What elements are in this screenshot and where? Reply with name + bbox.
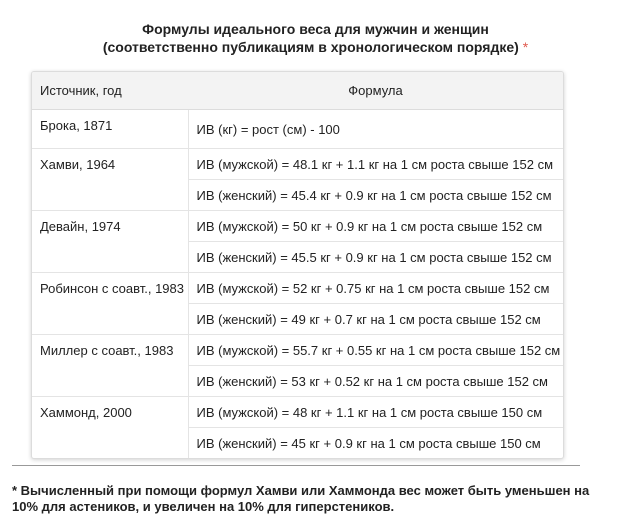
formula-cell: ИВ (мужской) = 50 кг + 0.9 кг на 1 см роста свыше 152 см — [188, 211, 563, 242]
source-cell: Хаммонд, 2000 — [32, 397, 188, 459]
source-cell: Хамви, 1964 — [32, 149, 188, 211]
formula-cell: ИВ (мужской) = 52 кг + 0.75 кг на 1 см роста свыше 152 см — [188, 273, 563, 304]
table-row — [32, 211, 563, 242]
footnote-divider — [12, 465, 580, 466]
formula-cell: ИВ (женский) = 49 кг + 0.7 кг на 1 см роста свыше 152 см — [188, 304, 563, 335]
table-row — [32, 397, 563, 428]
header-formula: Формула — [188, 72, 563, 110]
formula-table-container — [31, 71, 564, 459]
footnote-asterisk-link[interactable]: * — [522, 39, 529, 55]
source-cell: Девайн, 1974 — [32, 211, 188, 273]
footnote-line-1: * Вычисленный при помощи формул Хамви или Хаммонда вес может быть уменьшен на — [12, 483, 590, 498]
formula-cell: ИВ (мужской) = 55.7 кг + 0.55 кг на 1 см роста свыше 152 см — [188, 335, 563, 366]
page-title — [0, 20, 631, 56]
table-row — [32, 110, 563, 149]
table-row — [32, 149, 563, 180]
table-row — [32, 335, 563, 366]
formula-cell: ИВ (мужской) = 48 кг + 1.1 кг на 1 см роста свыше 150 см — [188, 397, 563, 428]
formula-cell: ИВ (женский) = 45 кг + 0.9 кг на 1 см роста свыше 150 см — [188, 428, 563, 459]
formula-cell: ИВ (кг) = рост (см) - 100 — [196, 121, 340, 137]
table-row — [32, 273, 563, 304]
footnote — [12, 483, 592, 515]
source-cell: Робинсон с соавт., 1983 — [32, 273, 188, 335]
formula-cell: ИВ (женский) = 45.5 кг + 0.9 кг на 1 см роста свыше 152 см — [188, 242, 563, 273]
table-header-row — [32, 72, 563, 110]
title-line-2 — [0, 38, 631, 56]
header-source: Источник, год — [32, 72, 188, 110]
source-cell: Брока, 1871 — [32, 110, 188, 149]
formula-table — [32, 72, 563, 458]
source-cell: Миллер с соавт., 1983 — [32, 335, 188, 397]
formula-cell: ИВ (мужской) = 48.1 кг + 1.1 кг на 1 см роста свыше 152 см — [188, 149, 563, 180]
title-line-2-text: (соответственно публикациям в хронологическом порядке) — [102, 39, 519, 55]
formula-cell: ИВ (женский) = 45.4 кг + 0.9 кг на 1 см роста свыше 152 см — [188, 180, 563, 211]
footnote-line-2: 10% для астеников, и увеличен на 10% для гиперстеников. — [12, 499, 395, 514]
formula-cell: ИВ (женский) = 53 кг + 0.52 кг на 1 см роста свыше 152 см — [188, 366, 563, 397]
title-line-1: Формулы идеального веса для мужчин и женщин — [142, 21, 489, 37]
